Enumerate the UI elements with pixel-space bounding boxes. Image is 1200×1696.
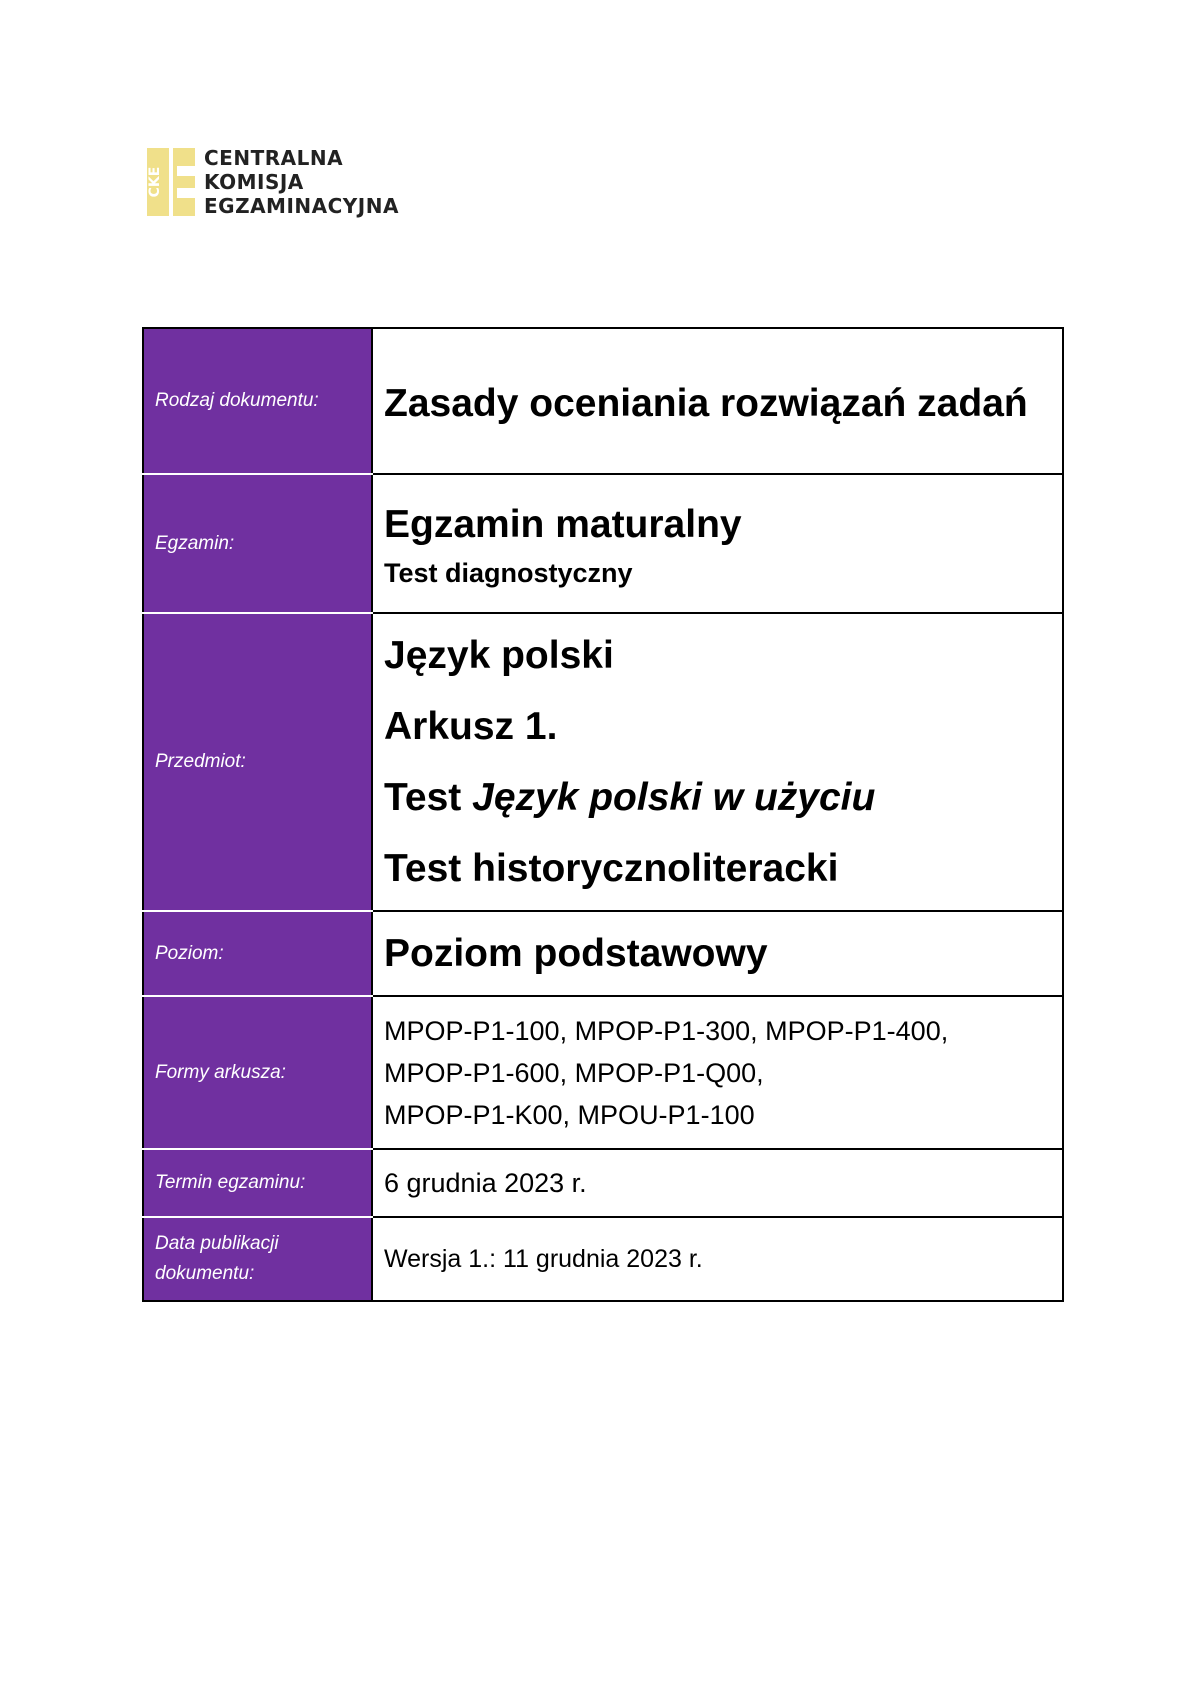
subject-test-2: Test historycznoliteracki	[384, 847, 839, 890]
publication-date-value: Wersja 1.: 11 grudnia 2023 r.	[384, 1245, 703, 1273]
row-level	[143, 911, 1063, 996]
sheet-forms-line-3: MPOP-P1-K00, MPOU-P1-100	[384, 1099, 755, 1130]
sheet-forms-label: Formy arkusza:	[143, 996, 372, 1149]
exam-value: Egzamin maturalny	[384, 502, 742, 546]
exam-date-value: 6 grudnia 2023 r.	[384, 1168, 587, 1198]
exam-date-cell	[372, 1149, 1063, 1217]
logo-line-1: CENTRALNA	[204, 146, 344, 170]
publication-date-label-line-1: Data publikacji	[155, 1233, 279, 1254]
subject-sheet: Arkusz 1.	[384, 705, 558, 748]
document-info-table	[142, 327, 1064, 1302]
publication-date-label	[143, 1217, 372, 1301]
document-type-cell	[372, 328, 1063, 474]
cke-logo-mark	[147, 148, 195, 216]
cke-logo	[147, 146, 399, 218]
publication-date-label-line-2: dokumentu:	[155, 1263, 255, 1284]
subject-name: Język polski	[384, 634, 614, 677]
exam-cell	[372, 474, 1063, 613]
row-exam-date	[143, 1149, 1063, 1217]
level-value: Poziom podstawowy	[384, 932, 768, 975]
sheet-forms-line-2: MPOP-P1-600, MPOP-P1-Q00,	[384, 1057, 764, 1088]
document-type-label: Rodzaj dokumentu:	[143, 328, 372, 474]
subject-test-1-prefix: Test	[384, 776, 473, 819]
logo-line-3: EGZAMINACYJNA	[204, 194, 399, 218]
subject-cell	[372, 613, 1063, 911]
row-exam	[143, 474, 1063, 613]
row-subject	[143, 613, 1063, 911]
row-sheet-forms	[143, 996, 1063, 1149]
sheet-forms-line-1: MPOP-P1-100, MPOP-P1-300, MPOP-P1-400,	[384, 1015, 949, 1046]
logo-line-2: KOMISJA	[204, 170, 304, 194]
sheet-forms-cell	[372, 996, 1063, 1149]
cke-logo-text	[204, 146, 399, 218]
cke-logo-mark-text: CKE	[147, 166, 163, 198]
subject-label: Przedmiot:	[143, 613, 372, 911]
publication-date-cell	[372, 1217, 1063, 1301]
document-type-value: Zasady oceniania rozwiązań zadań	[384, 381, 1028, 425]
exam-label: Egzamin:	[143, 474, 372, 613]
level-cell	[372, 911, 1063, 996]
subject-test-1	[384, 762, 1052, 833]
row-publication-date	[143, 1217, 1063, 1301]
exam-date-label: Termin egzaminu:	[143, 1149, 372, 1217]
exam-subtitle: Test diagnostyczny	[384, 557, 633, 588]
level-label: Poziom:	[143, 911, 372, 996]
row-document-type	[143, 328, 1063, 474]
subject-test-1-title: Język polski w użyciu	[472, 776, 876, 819]
